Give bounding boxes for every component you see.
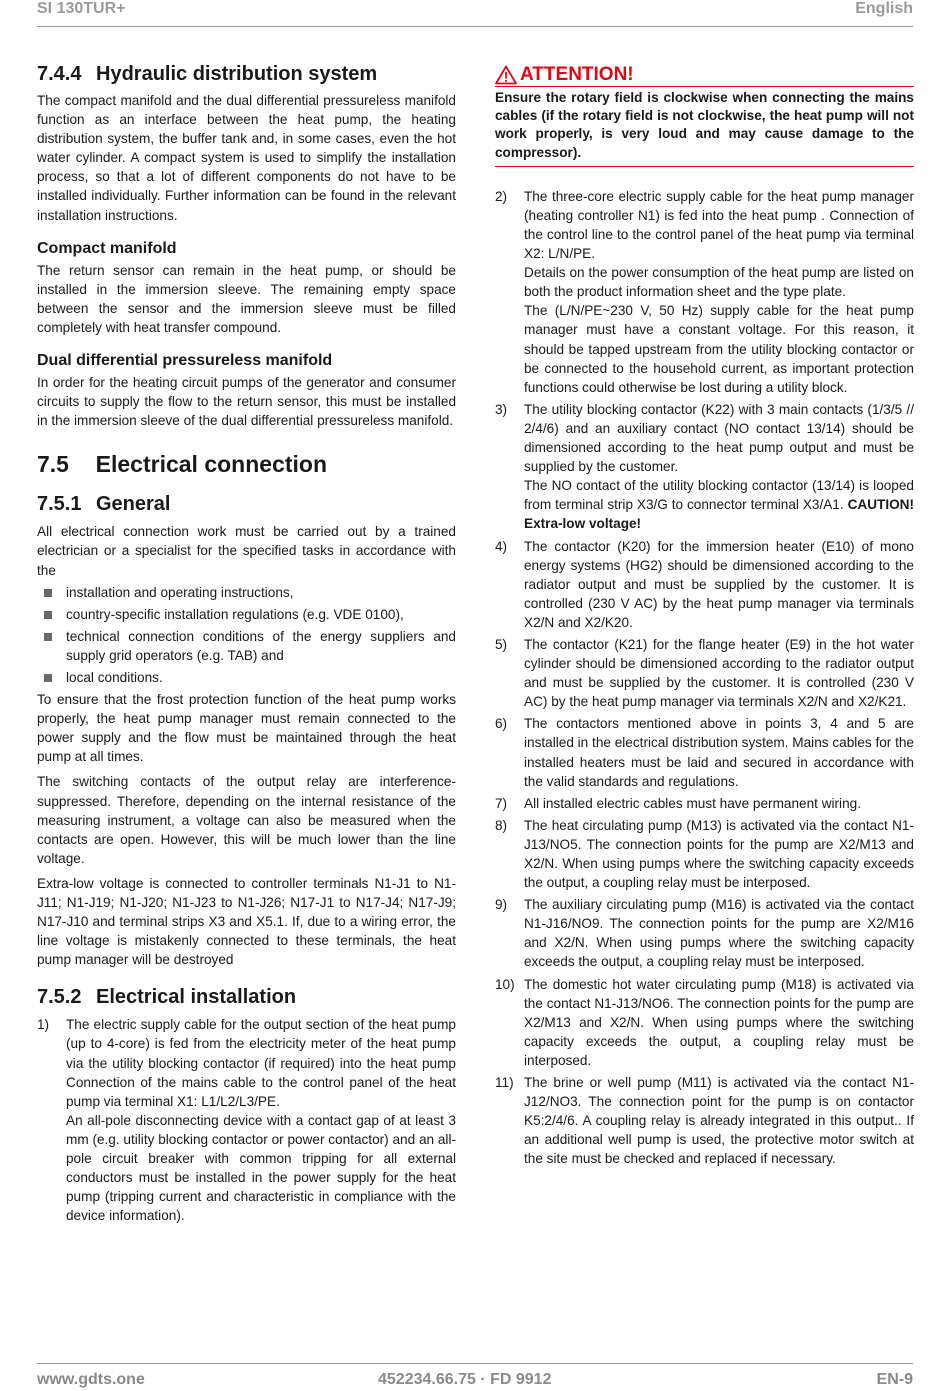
list-item: country-specific installation regulations (e.g. VDE 0100), — [37, 605, 456, 624]
step-list — [495, 187, 914, 1169]
paragraph: The contactor (K21) for the flange heater (E9) in the hot water cylinder should be dimensioned according to the radiator output and must be supplied by the customer. It is controlled (230 V AC) by the heat pump manager via terminals X2/N and X2/K21. — [524, 636, 914, 710]
step-number: 5) — [495, 636, 508, 652]
list-item — [495, 714, 914, 790]
footer-document-id: 452234.66.75 · FD 9912 — [378, 1371, 552, 1388]
heading-7-5: 7.5 Electrical connection — [37, 451, 327, 478]
list-item: local conditions. — [37, 668, 456, 687]
header-language: English — [855, 0, 913, 17]
step-number: 6) — [495, 716, 508, 732]
paragraph: An all-pole disconnecting device with a contact gap of at least 3 mm (e.g. utility blocking contactor or power contactor) and an all-pole circuit breaker with common tripping for all external conductors must be installed in the power supply for the heat pump (tripping current and characteristic in compliance with the device information). — [66, 1112, 456, 1224]
list-item: installation and operating instructions, — [37, 583, 456, 602]
heading-7-5-1: 7.5.1 General — [37, 493, 171, 516]
paragraph: To ensure that the frost protection function of the heat pump works properly, the heat pump manager must remain connected to the power supply and the flow must be maintained through the heat pump at all times. — [37, 692, 456, 765]
step-number: 8) — [495, 817, 508, 833]
step-number: 10) — [495, 976, 515, 992]
list-item: technical connection conditions of the energy suppliers and supply grid operators (e.g. TAB) and — [37, 627, 456, 665]
heading-compact-manifold: Compact manifold — [37, 239, 177, 257]
list-item — [495, 816, 914, 892]
step-number: 2) — [495, 188, 508, 204]
paragraph: Extra-low voltage is connected to controller terminals N1-J1 to N1-J11; N1-J19; N1-J20; N1-J23 to N1-J26; N17-J1 to N17-J4; N17-J9; N17-J10 and terminal strips X3 and X5.1. If, due to a wiring error, the line voltage is mistakenly connected to these terminals, the heat pump manager will be destroyed — [37, 875, 456, 968]
paragraph: In order for the heating circuit pumps of the generator and consumer circuits to supply the flow to the return sensor, this must be installed in the immersion sleeve of the dual differential pressureless manifold. — [37, 375, 456, 429]
paragraph: All installed electric cables must have permanent wiring. — [524, 795, 861, 811]
page-header — [37, 0, 913, 27]
caution-text: CAUTION! Extra-low voltage! — [524, 497, 915, 532]
list-item — [495, 187, 914, 397]
list-item — [495, 635, 914, 711]
paragraph: The return sensor can remain in the heat pump, or should be installed in the immersion sleeve. The remaining empty space between the sensor and the immersion sleeve must be filled completely with heat transfer compound. — [37, 262, 456, 335]
paragraph: The switching contacts of the output relay are interference-suppressed. Therefore, depending on the internal resistance of the measuring instrument, a voltage can also be measured when the contacts are open. However, this will be much lower than the line voltage. — [37, 774, 456, 866]
list-item — [37, 1015, 456, 1225]
warning-triangle-icon — [495, 65, 517, 85]
paragraph: The contactor (K20) for the immersion heater (E10) of mono energy systems (HG2) should be dimensioned according to the radiator output and must be supplied by the customer. It is controlled (230 V AC) by the heat pump manager via terminals X2/N and X2/K20. — [524, 538, 914, 630]
paragraph: The electric supply cable for the output section of the heat pump (up to 4-core) is fed from the electricity meter of the heat pump via the utility blocking contactor (if required) into the heat pump Connection of the mains cable to the control panel of the heat pump via terminal X1: L1/L2/L3/PE. — [66, 1017, 456, 1109]
step-number: 1) — [37, 1017, 50, 1033]
paragraph: The (L/N/PE~230 V, 50 Hz) supply cable for the heat pump manager must have a constant voltage. For this reason, it should be tapped upstream from the utility blocking contactor or be connected to the household current, as important protection functions could otherwise be lost during a utility block. — [524, 303, 914, 395]
paragraph: The heat circulating pump (M13) is activated via the contact N1-J13/NO5. The connection points for the pump are X2/M13 and X2/N. When using pumps where the switching capacity exceeds the output, a coupling relay must be interposed. — [524, 817, 914, 891]
paragraph: The NO contact of the utility blocking contactor (13/14) is looped from terminal strip X3/G to connector terminal X3/A1. CAUTION! Extra-low voltage! — [524, 478, 915, 532]
step-number: 4) — [495, 538, 508, 554]
paragraph: The domestic hot water circulating pump (M18) is activated via the contact N1-J13/NO6. The connection points for the pump are X2/M13 and X2/N. When using pumps where the switching capacity exceeds the output, a coupling relay must be interposed. — [524, 976, 914, 1068]
paragraph: The utility blocking contactor (K22) with 3 main contacts (1/3/5 // 2/4/6) and an auxiliary contact (NO contact 13/14) should be dimensioned according to the heat pump output and must be supplied by the customer. — [524, 401, 914, 475]
step-number: 11) — [495, 1075, 514, 1091]
paragraph: All electrical connection work must be carried out by a trained electrician or a specialist for the specified tasks in accordance with the — [37, 524, 456, 578]
list-item — [495, 975, 914, 1070]
paragraph: The brine or well pump (M11) is activated via the contact N1-J12/NO3. The connection point for the pump is on contactor K5:2/4/6. A coupling relay is already integrated in this output.. If an additional well pump is used, the protective motor switch at the site must be checked and replaced if necessary. — [524, 1075, 914, 1167]
left-column — [37, 56, 456, 1228]
step-number: 9) — [495, 897, 508, 913]
list-item — [495, 794, 914, 813]
attention-text: Ensure the rotary field is clockwise when connecting the mains cables (if the rotary field is not clockwise, the heat pump will not work properly, is very loud and may cause damage to the compressor). — [495, 87, 914, 167]
list-item — [495, 537, 914, 632]
step-number: 7) — [495, 795, 508, 811]
paragraph: The auxiliary circulating pump (M16) is activated via the contact N1-J16/NO9. The connection points for the pump are X2/M16 and X2/N. When using pumps where the switching capacity exceeds the output, a coupling relay must be interposed. — [524, 897, 914, 970]
right-column — [495, 56, 914, 1172]
step-number: 3) — [495, 401, 508, 417]
heading-dual-manifold: Dual differential pressureless manifold — [37, 352, 333, 370]
step-list — [37, 1015, 456, 1225]
page-footer — [37, 1363, 913, 1391]
footer-page-number: EN-9 — [876, 1371, 913, 1388]
bullet-list — [37, 583, 456, 687]
heading-7-5-2: 7.5.2 Electrical installation — [37, 986, 297, 1009]
heading-7-4-4: 7.4.4 Hydraulic distribution system — [37, 63, 378, 85]
list-item — [495, 895, 914, 971]
paragraph: The three-core electric supply cable for the heat pump manager (heating controller N1) is fed into the heat pump . Connection of the control line to the control panel of the heat pump via terminal X2: L/N/PE. — [524, 188, 914, 262]
header-model: SI 130TUR+ — [37, 0, 126, 17]
paragraph: The contactors mentioned above in points 3, 4 and 5 are installed in the electrical distribution system. Mains cables for the installed heaters must be laid and secured in accordance with the valid standards and regulations. — [524, 716, 914, 789]
paragraph: The compact manifold and the dual differential pressureless manifold function as an interface between the heat pump, the heating distribution system, the buffer tank and, in some cases, even the hot water cylinder. A compact system is used to simplify the installation process, so that a lot of different components do not have to be installed individually. Further information can be found in the relevant installation instructions. — [37, 93, 456, 223]
list-item — [495, 400, 914, 534]
list-item — [495, 1073, 914, 1168]
paragraph: Details on the power consumption of the heat pump are listed on both the product information sheet and the type plate. — [524, 265, 914, 300]
footer-website: www.gdts.one — [37, 1371, 145, 1388]
attention-heading: ATTENTION! — [495, 64, 914, 86]
